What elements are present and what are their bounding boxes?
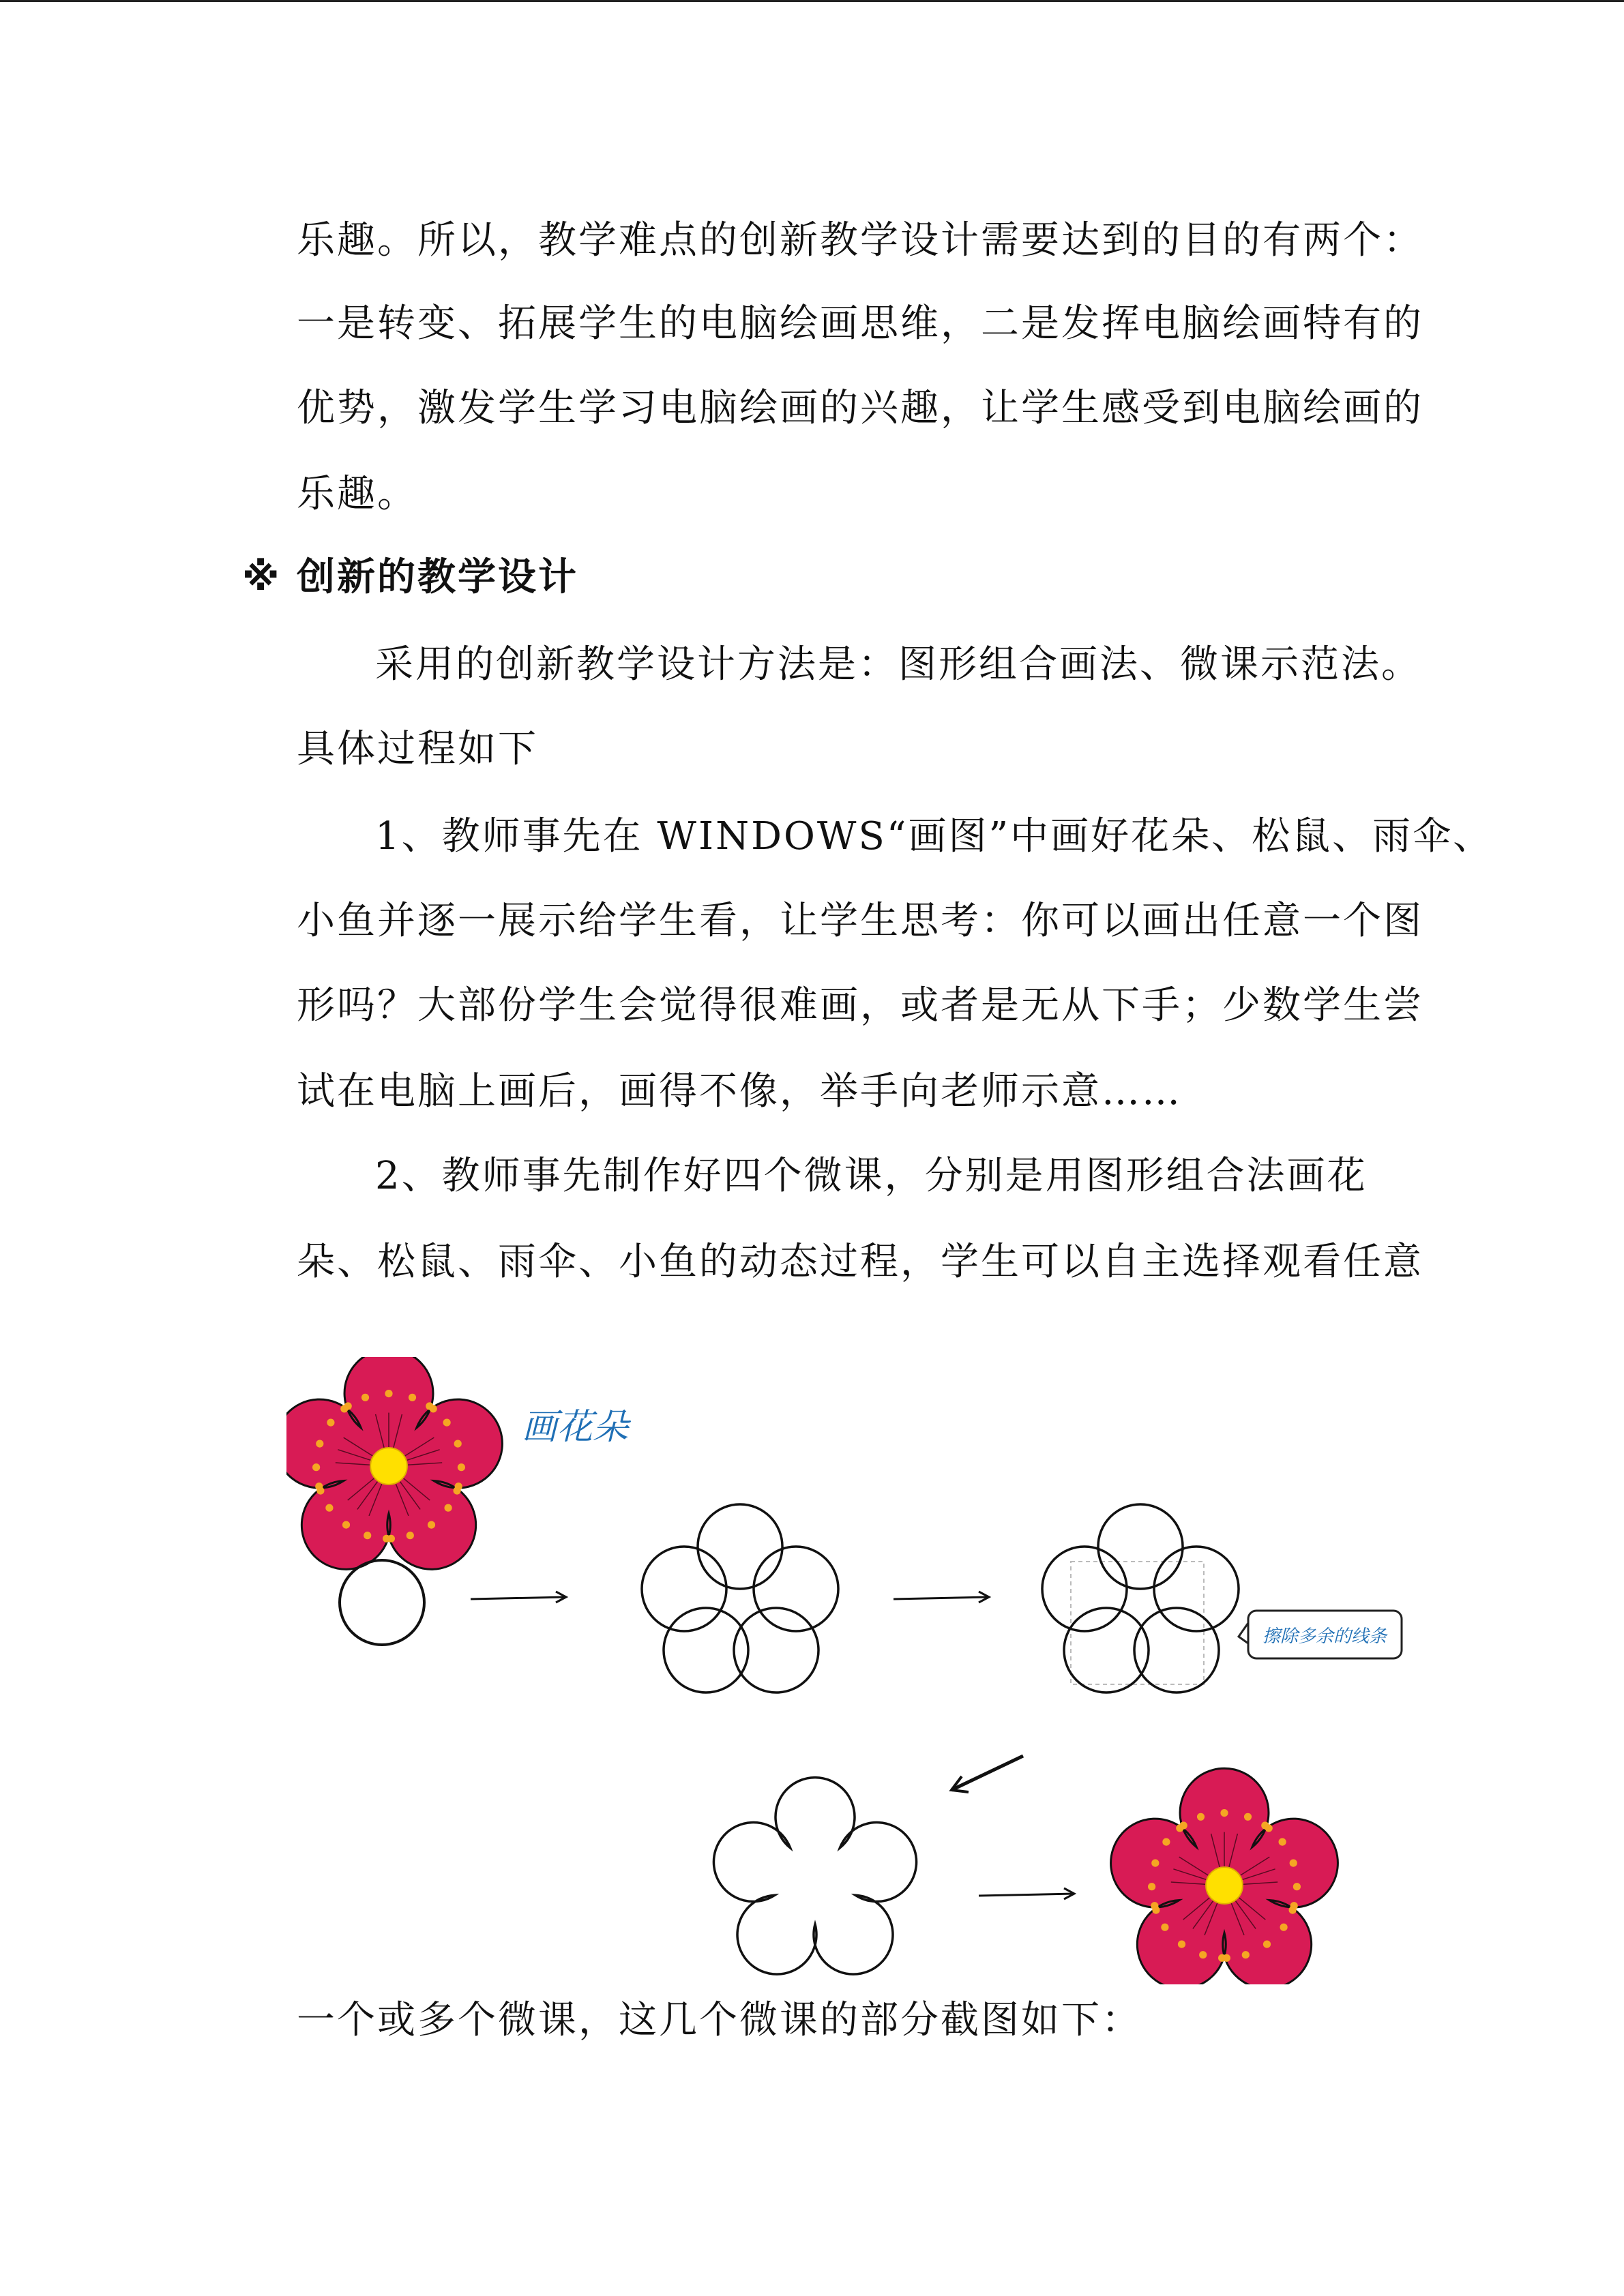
single-circle-shape [340,1560,424,1645]
petal-dot [1242,1951,1250,1958]
petal-dot [407,1532,414,1539]
petal-dot [312,1463,320,1471]
petal-dot [1151,1860,1159,1867]
finished-flower-image [1111,1768,1338,1984]
text-line: 形吗？大部份学生会觉得很难画，或者是无从下手；少数学生尝 [297,983,1423,1028]
petal-dot [364,1532,371,1539]
text-line: 乐趣。所以，教学难点的创新教学设计需要达到的目的有两个： [297,218,1423,263]
text-line: 小鱼并逐一展示给学生看，让学生思考：你可以画出任意一个图 [297,899,1423,943]
petal-dot [1290,1860,1297,1867]
petal-dot [458,1463,465,1471]
petal-dot [409,1394,416,1401]
text-line: 试在电脑上画后，画得不像，举手向老师示意…… [297,1069,1182,1114]
text-line: 2、教师事先制作好四个微课，分别是用图形组合法画花 [375,1154,1368,1198]
petal-dot [426,1402,433,1410]
text-line: 一是转变、拓展学生的电脑绘画思维，二是发挥电脑绘画特有的 [297,301,1423,346]
finished-flower-image [286,1357,502,1569]
petal-dot [1148,1883,1155,1890]
page-top-border [0,0,1624,2]
petal-dot [316,1487,324,1495]
five-circles-with-selection [1042,1504,1239,1693]
petal-dot [445,1504,452,1512]
petal-dot [327,1419,334,1427]
petal-dot [1161,1924,1168,1931]
arrow-icon [951,1756,1023,1792]
petal-dot [325,1504,333,1512]
petal-dot [361,1394,369,1401]
petal-dot [1152,1907,1160,1914]
callout-text: 擦除多余的线条 [1262,1626,1387,1647]
petal-dot [1223,1954,1230,1962]
flower-outline-path [713,1778,916,1974]
text-line: 一个或多个微课，这几个微课的部分截图如下： [297,1998,1142,2042]
figure-title: 画花朵 [522,1407,629,1448]
petal-dot [454,1440,462,1448]
petal-dot [455,1482,462,1490]
petal-dot [1279,1838,1286,1846]
flower-outline-shape [713,1778,916,1974]
callout-bubble [1239,1611,1402,1658]
text-line: 乐趣。 [297,472,417,516]
flower-center [370,1448,407,1485]
text-line: 具体过程如下 [297,727,538,771]
petal-dot [387,1535,395,1542]
petal-dot [1197,1813,1205,1821]
text-line: 采用的创新教学设计方法是：图形组合画法、微课示范法。 [375,642,1421,687]
petal-dot [1280,1924,1288,1931]
petal-dot [342,1521,350,1529]
arrow-icon [471,1592,566,1602]
section-heading: ※ 创新的教学设计 [242,555,578,599]
petal-dot [1261,1821,1269,1829]
arrow-icon [979,1888,1074,1899]
text-line: 朵、松鼠、雨伞、小鱼的动态过程，学生可以自主选择观看任意 [297,1240,1423,1284]
flower-center [1206,1867,1243,1904]
petal-dot [1178,1941,1185,1948]
text-line: 1、教师事先在 WINDOWS“画图”中画好花朵、松鼠、雨伞、 [375,814,1494,859]
text-line: 优势，激发学生学习电脑绘画的兴趣，让学生感受到电脑绘画的 [297,386,1423,430]
five-circles-shape [642,1504,838,1693]
petal-dot [1244,1813,1252,1821]
petal-dot [344,1402,352,1410]
petal-dot [1293,1883,1301,1890]
petal-dot [316,1440,323,1448]
petal-dot [1180,1821,1187,1829]
petal-dot [1263,1941,1271,1948]
petal-dot [1199,1951,1207,1958]
petal-dot [428,1521,435,1529]
petal-dot [385,1390,392,1397]
petal-dot [443,1419,451,1427]
petal-dot [1162,1838,1170,1846]
petal-dot [1290,1902,1298,1909]
arrow-icon [894,1592,989,1602]
flower-drawing-figure [286,1357,1412,1984]
petal-dot [1220,1809,1228,1817]
